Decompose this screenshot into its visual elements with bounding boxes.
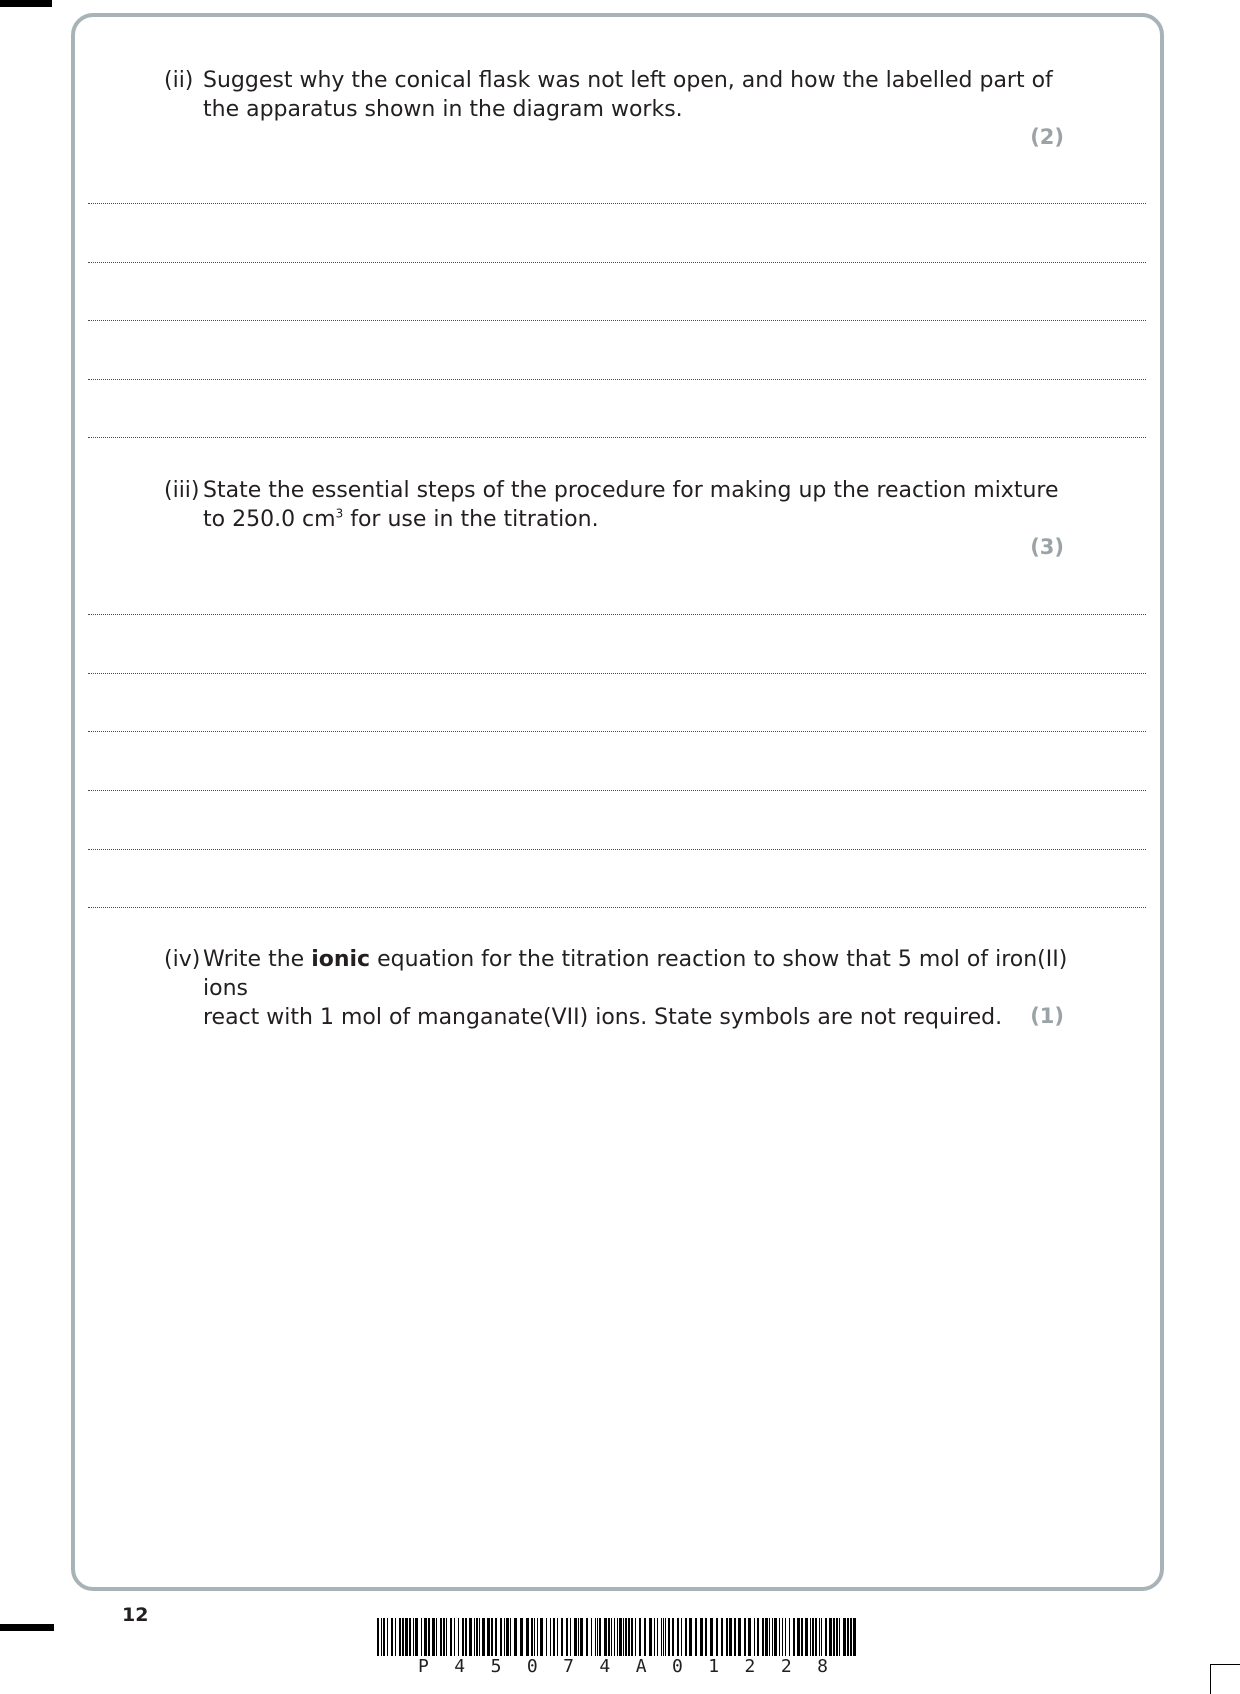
barcode-char: 0	[526, 1656, 538, 1677]
answer-space[interactable]	[88, 1040, 1146, 1570]
barcode-bar	[810, 1618, 811, 1656]
barcode-bar	[595, 1618, 596, 1656]
question-line: to 250.0 $cm^3$ for use in the titration.	[203, 506, 599, 532]
answer-line[interactable]	[88, 849, 1146, 850]
crop-mark-bottom-right	[1210, 1664, 1240, 1694]
answer-line[interactable]	[88, 262, 1146, 263]
barcode-bar	[537, 1618, 538, 1656]
barcode-bar	[628, 1618, 630, 1656]
barcode-bar	[726, 1618, 728, 1656]
barcode-bar	[608, 1618, 610, 1656]
barcode-bar	[550, 1618, 551, 1656]
barcode-bar	[462, 1618, 464, 1656]
barcode-bar	[729, 1618, 732, 1656]
barcode-bar	[436, 1618, 437, 1656]
barcode-bar	[710, 1618, 713, 1656]
barcode-bar	[665, 1618, 666, 1656]
barcode-bar	[677, 1618, 679, 1656]
barcode-bar	[399, 1618, 401, 1656]
barcode-bar	[657, 1618, 658, 1656]
barcode-char: 8	[817, 1656, 828, 1677]
marks-label: (2)	[1030, 125, 1064, 149]
barcode-bar	[654, 1618, 655, 1656]
barcode-bar	[762, 1618, 764, 1656]
barcode-bar	[847, 1618, 849, 1656]
barcode-bar	[578, 1618, 579, 1656]
barcode-bar	[557, 1618, 558, 1656]
barcode-bar	[534, 1618, 535, 1656]
question-iv	[164, 945, 1094, 1032]
barcode-bar	[491, 1618, 493, 1656]
barcode-bar	[580, 1618, 583, 1656]
barcode-bar	[402, 1618, 404, 1656]
barcode-bar	[546, 1618, 547, 1656]
barcode-bar	[381, 1618, 382, 1656]
barcode-bar	[765, 1618, 768, 1656]
barcode-char: 0	[671, 1656, 683, 1677]
barcode-bar	[570, 1618, 571, 1656]
answer-line[interactable]	[88, 907, 1146, 908]
barcode-bar	[574, 1618, 577, 1656]
question-line: Suggest why the conical flask was not left open, and how the labelled part of	[203, 68, 1053, 93]
barcode-bar	[812, 1618, 814, 1656]
barcode-char: 2	[744, 1656, 756, 1677]
barcode-bar	[510, 1618, 511, 1656]
barcode-char: 4	[599, 1656, 611, 1677]
barcode-bar	[748, 1618, 751, 1656]
barcode-bar	[395, 1618, 396, 1656]
barcode-bar	[421, 1618, 422, 1656]
barcode-bar	[716, 1618, 718, 1656]
question-number: (iii)	[164, 478, 200, 503]
answer-line[interactable]	[88, 673, 1146, 674]
barcode-bar	[685, 1618, 687, 1656]
question-iii	[164, 476, 1094, 534]
question-line: react with 1 mol of manganate(VII) ions. State symbols are not required.	[203, 1005, 1003, 1030]
barcode-bar	[413, 1618, 414, 1656]
barcode-bar	[409, 1618, 411, 1656]
barcode-bar	[446, 1618, 447, 1656]
barcode-bar	[604, 1618, 607, 1656]
marks-label: (1)	[1030, 1004, 1064, 1028]
barcode-bar	[619, 1618, 622, 1656]
barcode-bar	[757, 1618, 759, 1656]
barcode-bar	[566, 1618, 568, 1656]
barcode-bar	[561, 1618, 563, 1656]
barcode-bar	[506, 1618, 509, 1656]
barcode-bar	[779, 1618, 780, 1656]
barcode-bar	[458, 1618, 459, 1656]
barcode-bar	[705, 1618, 707, 1656]
barcode-bar	[850, 1618, 852, 1656]
answer-line[interactable]	[88, 731, 1146, 732]
barcode-bar	[377, 1618, 379, 1656]
question-line: Write the ionic equation for the titration reaction to show that 5 mol of iron(II) ions	[203, 947, 1068, 1001]
barcode	[377, 1618, 862, 1656]
barcode-bar	[695, 1618, 697, 1656]
barcode-bar	[391, 1618, 393, 1656]
barcode-bar	[631, 1618, 633, 1656]
question-line: the apparatus shown in the diagram works.	[203, 97, 683, 122]
question-line: State the essential steps of the procedure for making up the reaction mixture	[203, 478, 1059, 503]
barcode-bar	[700, 1618, 703, 1656]
registration-mark-bottom-left	[0, 1624, 54, 1631]
barcode-bar	[644, 1618, 646, 1656]
barcode-bar	[829, 1618, 832, 1656]
barcode-bar	[487, 1618, 490, 1656]
barcode-bar	[540, 1618, 543, 1656]
answer-line[interactable]	[88, 790, 1146, 791]
barcode-bar	[428, 1618, 430, 1656]
barcode-bar	[819, 1618, 820, 1656]
barcode-bar	[514, 1618, 517, 1656]
barcode-bar	[785, 1618, 786, 1656]
barcode-bar	[782, 1618, 783, 1656]
barcode-bar	[617, 1618, 618, 1656]
barcode-bar	[663, 1618, 664, 1656]
barcode-bar	[531, 1618, 533, 1656]
marks-label: (3)	[1030, 535, 1064, 559]
barcode-bar	[681, 1618, 682, 1656]
barcode-bar	[415, 1618, 418, 1656]
barcode-bar	[668, 1618, 670, 1656]
barcode-bar	[744, 1618, 746, 1656]
barcode-bar	[649, 1618, 652, 1656]
barcode-bar	[383, 1618, 385, 1656]
barcode-bar	[661, 1618, 662, 1656]
barcode-char: 7	[563, 1656, 574, 1677]
barcode-bar	[836, 1618, 838, 1656]
barcode-bar	[611, 1618, 612, 1656]
barcode-char: P	[418, 1656, 429, 1677]
barcode-bar	[623, 1618, 624, 1656]
barcode-bar	[504, 1618, 505, 1656]
barcode-bar	[672, 1618, 674, 1656]
barcode-bar	[495, 1618, 497, 1656]
barcode-bar	[597, 1618, 598, 1656]
barcode-bar	[432, 1618, 435, 1656]
barcode-bar	[639, 1618, 641, 1656]
barcode-bar	[465, 1618, 467, 1656]
barcode-bar	[474, 1618, 475, 1656]
barcode-bar	[454, 1618, 455, 1656]
barcode-bar	[553, 1618, 555, 1656]
answer-line[interactable]	[88, 614, 1146, 615]
barcode-bar	[500, 1618, 502, 1656]
barcode-bar	[440, 1618, 442, 1656]
barcode-bar	[520, 1618, 523, 1656]
barcode-bar	[734, 1618, 736, 1656]
barcode-bar	[591, 1618, 592, 1656]
barcode-char: 1	[708, 1656, 720, 1677]
barcode-char: 2	[780, 1656, 792, 1677]
registration-mark-top-left	[0, 0, 52, 7]
barcode-bar	[599, 1618, 601, 1656]
barcode-bar	[774, 1618, 777, 1656]
answer-line[interactable]	[88, 203, 1146, 204]
superscript: 3	[335, 506, 344, 521]
barcode-bar	[738, 1618, 741, 1656]
answer-line[interactable]	[88, 320, 1146, 321]
barcode-bar	[843, 1618, 846, 1656]
barcode-bar	[526, 1618, 529, 1656]
question-number: (ii)	[164, 68, 194, 93]
barcode-bar	[469, 1618, 472, 1656]
barcode-bar	[853, 1618, 856, 1656]
barcode-char: 5	[490, 1656, 502, 1677]
barcode-bar	[797, 1618, 800, 1656]
barcode-bar	[825, 1618, 827, 1656]
barcode-bar	[833, 1618, 835, 1656]
barcode-bar	[586, 1618, 588, 1656]
barcode-bar	[443, 1618, 445, 1656]
barcode-bar	[772, 1618, 773, 1656]
barcode-bar	[793, 1618, 795, 1656]
barcode-bar	[476, 1618, 478, 1656]
barcode-bar	[424, 1618, 427, 1656]
emphasis: ionic	[311, 947, 371, 972]
barcode-char: 4	[454, 1656, 466, 1677]
question-ii	[164, 66, 1094, 124]
barcode-bar	[479, 1618, 480, 1656]
barcode-bar	[801, 1618, 803, 1656]
barcode-bar	[405, 1618, 408, 1656]
answer-line[interactable]	[88, 437, 1146, 438]
barcode-bar	[839, 1618, 840, 1656]
barcode-bar	[769, 1618, 770, 1656]
barcode-bar	[815, 1618, 817, 1656]
barcode-bar	[450, 1618, 452, 1656]
barcode-text	[418, 1656, 828, 1677]
barcode-bar	[387, 1618, 388, 1656]
barcode-bar	[689, 1618, 692, 1656]
barcode-bar	[614, 1618, 615, 1656]
barcode-bar	[721, 1618, 723, 1656]
barcode-bar	[805, 1618, 808, 1656]
barcode-bar	[635, 1618, 636, 1656]
barcode-bar	[482, 1618, 485, 1656]
answer-line[interactable]	[88, 379, 1146, 380]
barcode-bar	[789, 1618, 790, 1656]
barcode-bar	[754, 1618, 755, 1656]
barcode-bar	[821, 1618, 822, 1656]
page-number: 12	[122, 1604, 149, 1626]
question-number: (iv)	[164, 947, 201, 972]
barcode-bar	[625, 1618, 627, 1656]
barcode-char: A	[635, 1656, 647, 1677]
